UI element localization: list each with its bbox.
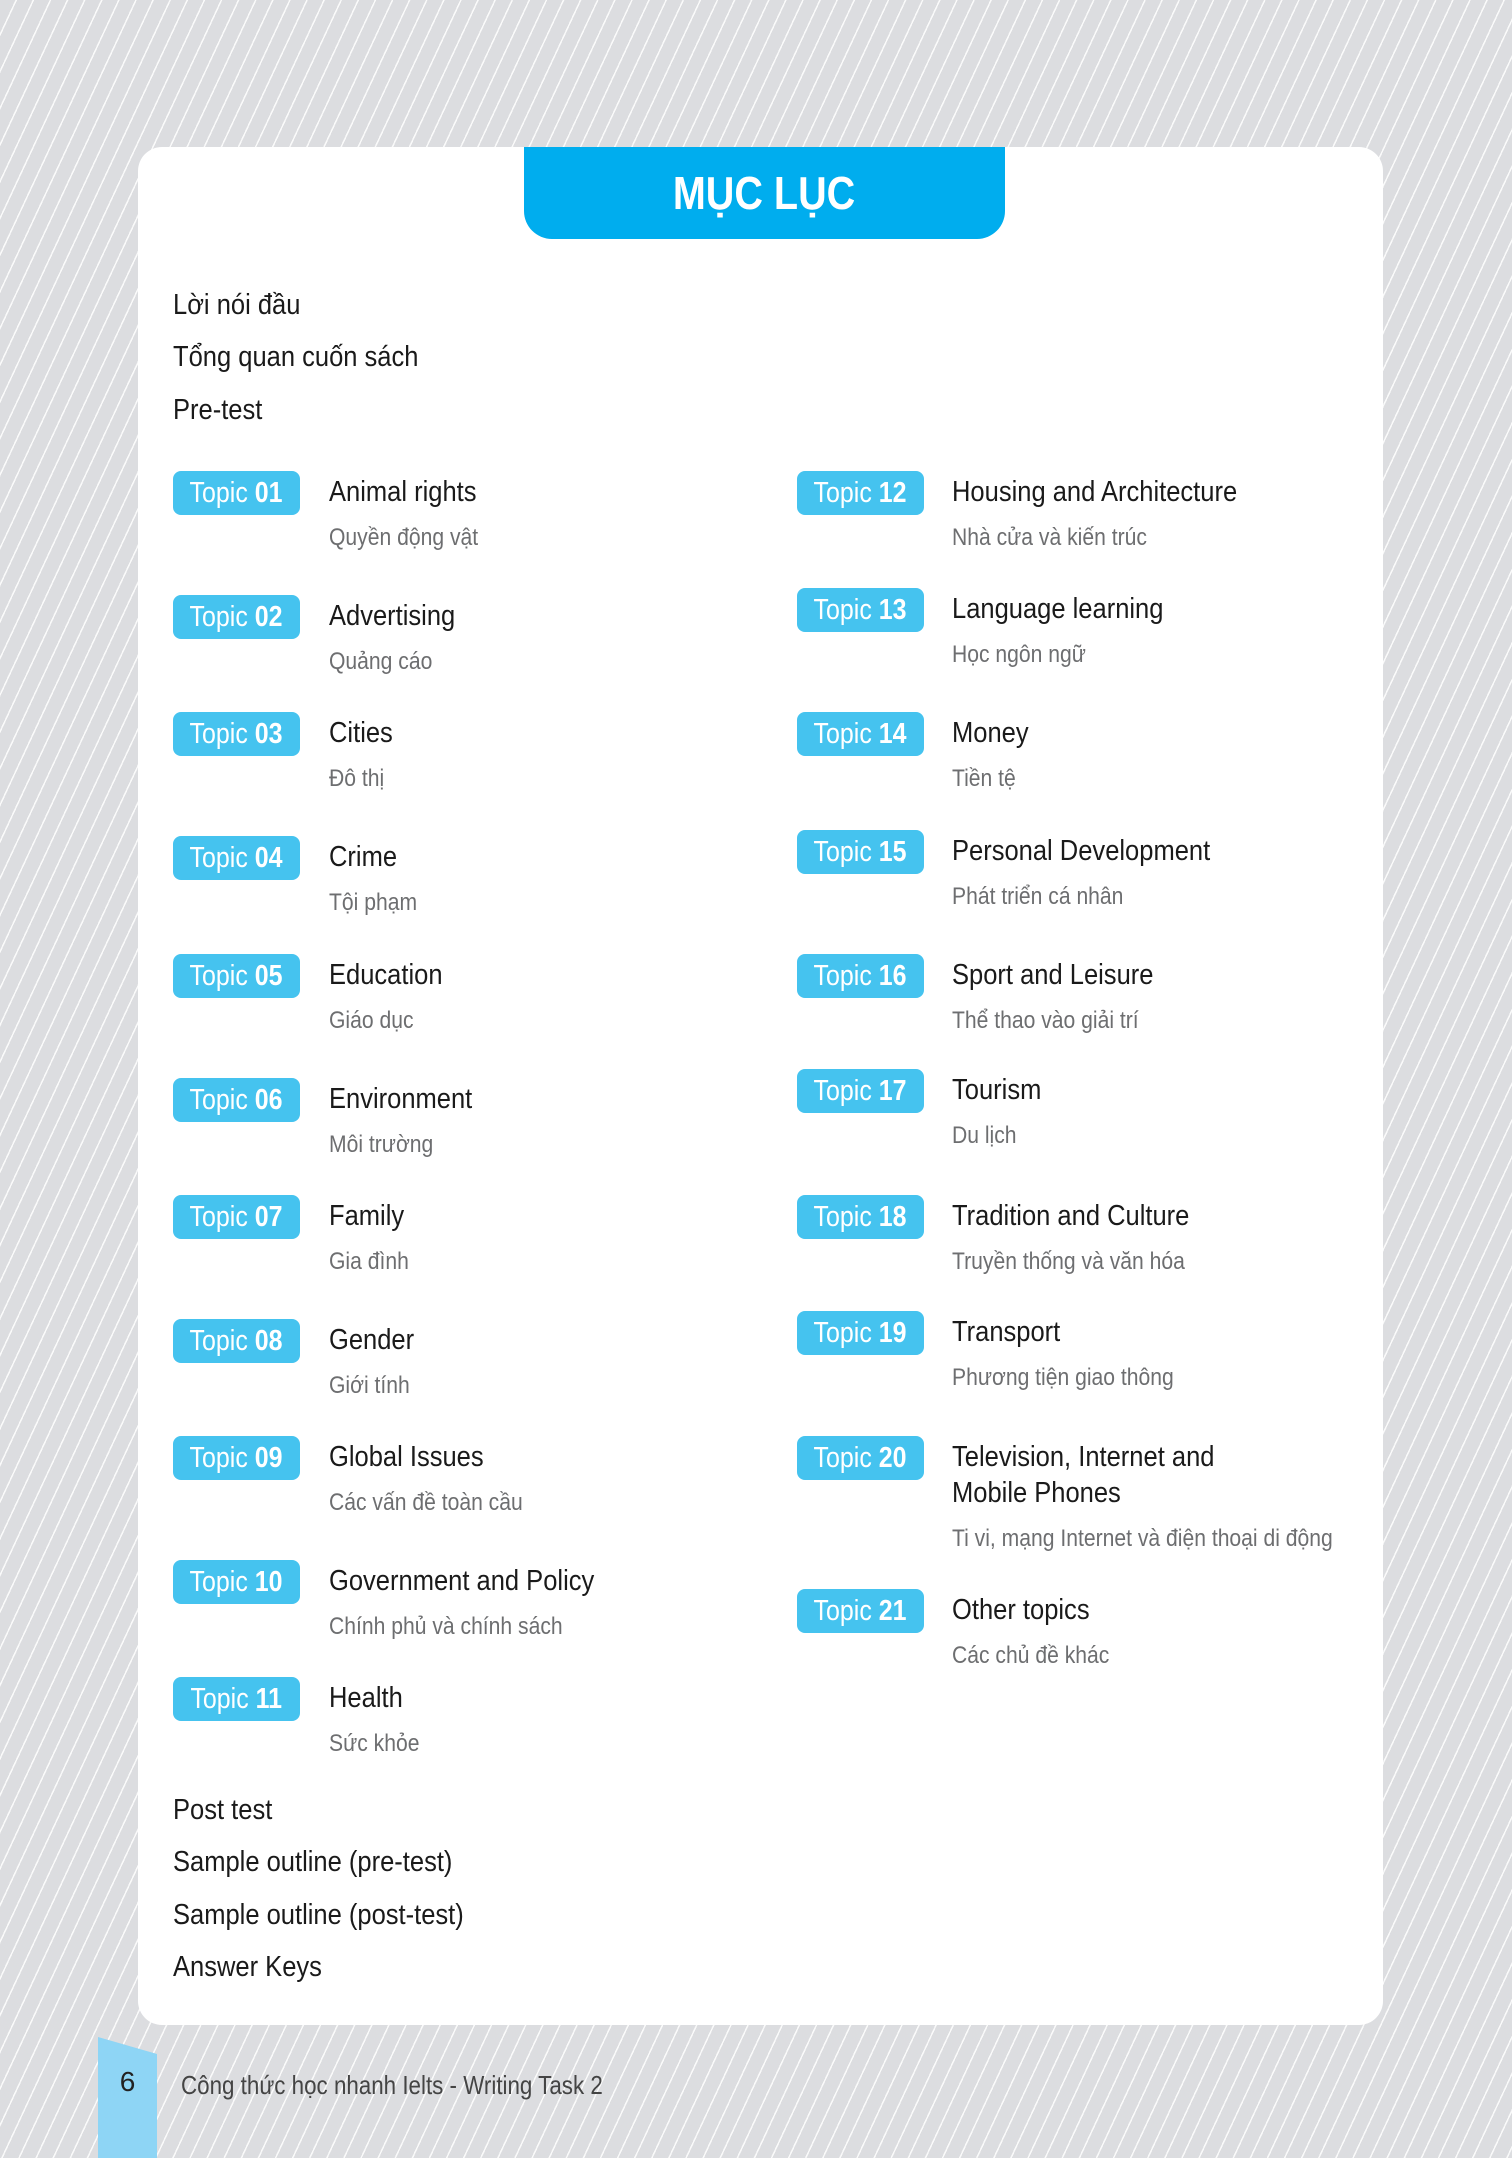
topic-subtitle: Các chủ đề khác (952, 1642, 1110, 1669)
page-title-text: MỤC LỤC (673, 167, 856, 219)
topic-badge-label (190, 1084, 283, 1117)
topic-prefix: Topic (814, 717, 873, 750)
topic-title: Advertising (329, 600, 456, 632)
topic-number: 17 (879, 1074, 907, 1107)
topic-badge (797, 471, 924, 515)
topic-title: Language learning (952, 593, 1164, 625)
topic-badge-label (190, 960, 283, 993)
footer-page-number: 6 (119, 2066, 136, 2097)
topic-subtitle: Giáo dục (329, 1007, 414, 1034)
topic-title: Health (329, 1682, 403, 1714)
topic-subtitle: Sức khỏe (329, 1730, 420, 1757)
topic-title: Other topics (952, 1594, 1090, 1626)
topic-badge (173, 1319, 300, 1363)
topic-number: 08 (255, 1324, 283, 1357)
topic-badge (797, 588, 924, 632)
topic-number: 06 (255, 1083, 283, 1116)
topic-badge (173, 712, 300, 756)
topic-number: 19 (879, 1316, 907, 1349)
topic-title: Environment (329, 1083, 473, 1115)
topic-number: 04 (255, 841, 283, 874)
topic-badge-label (814, 1442, 907, 1475)
topic-subtitle: Ti vi, mạng Internet và điện thoại di động (952, 1525, 1333, 1552)
topic-badge (797, 1436, 924, 1480)
topic-prefix: Topic (814, 593, 873, 626)
topic-number: 11 (255, 1682, 283, 1715)
entry-title: Tổng quan cuốn sách (173, 341, 419, 373)
topic-prefix: Topic (814, 1200, 873, 1233)
topic-badge-label (190, 1566, 283, 1599)
topic-number: 14 (879, 717, 907, 750)
topic-subtitle: Các vấn đề toàn cầu (329, 1489, 523, 1516)
topic-title: Personal Development (952, 835, 1211, 867)
topic-badge (797, 954, 924, 998)
topic-badge-label (814, 1595, 907, 1628)
topic-prefix: Topic (814, 476, 873, 509)
topic-badge-label (190, 842, 283, 875)
topic-badge-label (814, 836, 907, 869)
topic-title: Government and Policy (329, 1565, 595, 1597)
topic-title: Tourism (952, 1074, 1042, 1106)
topic-subtitle: Quảng cáo (329, 648, 433, 675)
topic-badge (797, 1195, 924, 1239)
topic-title: Crime (329, 841, 398, 873)
entry-title: Post test (173, 1794, 273, 1826)
topic-prefix: Topic (814, 1316, 873, 1349)
entry-title: Sample outline (post-test) (173, 1899, 464, 1931)
topic-badge (797, 1069, 924, 1113)
topic-title: Television, Internet and (952, 1441, 1215, 1473)
topic-subtitle: Tiền tệ (952, 765, 1016, 792)
topic-prefix: Topic (190, 600, 249, 633)
topic-number: 12 (879, 476, 907, 509)
topic-badge (173, 1195, 300, 1239)
topic-number: 03 (255, 717, 283, 750)
topic-title: Cities (329, 717, 393, 749)
topic-badge-label (814, 718, 907, 751)
topic-subtitle: Phát triển cá nhân (952, 883, 1124, 910)
topic-subtitle: Truyền thống và văn hóa (952, 1248, 1185, 1275)
topic-badge-label (190, 601, 283, 634)
toc-card (138, 147, 1383, 2025)
topic-subtitle: Gia đình (329, 1248, 409, 1275)
topic-prefix: Topic (190, 1200, 249, 1233)
topic-badge-label (814, 960, 907, 993)
topic-prefix: Topic (190, 1565, 249, 1598)
topic-subtitle: Giới tính (329, 1372, 410, 1399)
topic-badge (797, 1311, 924, 1355)
topic-badge (173, 836, 300, 880)
topic-title: Tradition and Culture (952, 1200, 1190, 1232)
topic-badge (173, 1677, 300, 1721)
topic-badge (797, 712, 924, 756)
topic-prefix: Topic (814, 959, 873, 992)
topic-badge (173, 1560, 300, 1604)
topic-badge (797, 1589, 924, 1633)
topic-number: 05 (255, 959, 283, 992)
topic-badge-label (190, 1201, 283, 1234)
topic-number: 13 (879, 593, 907, 626)
topic-title: Family (329, 1200, 405, 1232)
topic-prefix: Topic (190, 476, 249, 509)
topic-prefix: Topic (814, 835, 873, 868)
topic-prefix: Topic (190, 1083, 249, 1116)
topic-badge-label (190, 477, 283, 510)
topic-badge-label (814, 1201, 907, 1234)
topic-badge-label (814, 1317, 907, 1350)
topic-number: 02 (255, 600, 283, 633)
topic-badge-label (190, 1442, 283, 1475)
page-title (524, 147, 1005, 239)
topic-title: Transport (952, 1316, 1061, 1348)
topic-title: Animal rights (329, 476, 477, 508)
topic-badge-label (814, 477, 907, 510)
topic-title-line2: Mobile Phones (952, 1477, 1121, 1509)
topic-subtitle: Du lịch (952, 1122, 1017, 1149)
topic-number: 20 (879, 1441, 907, 1474)
topic-prefix: Topic (190, 959, 249, 992)
topic-subtitle: Quyền động vật (329, 524, 479, 551)
topic-title: Sport and Leisure (952, 959, 1154, 991)
topic-subtitle: Phương tiện giao thông (952, 1364, 1174, 1391)
topic-prefix: Topic (190, 1441, 249, 1474)
topic-prefix: Topic (190, 1324, 249, 1357)
topic-title: Money (952, 717, 1029, 749)
topic-number: 15 (879, 835, 907, 868)
topic-title: Gender (329, 1324, 415, 1356)
topic-number: 09 (255, 1441, 283, 1474)
topic-badge (797, 830, 924, 874)
topic-badge (173, 1436, 300, 1480)
topic-prefix: Topic (814, 1441, 873, 1474)
topic-subtitle: Môi trường (329, 1131, 434, 1158)
topic-badge (173, 954, 300, 998)
topic-badge (173, 471, 300, 515)
topic-number: 07 (255, 1200, 283, 1233)
entry-title: Sample outline (pre-test) (173, 1846, 453, 1878)
entry-title: Pre-test (173, 394, 263, 426)
topic-badge-label (190, 718, 283, 751)
topic-badge-label (814, 1075, 907, 1108)
topic-title: Education (329, 959, 443, 991)
topic-prefix: Topic (814, 1074, 873, 1107)
topic-prefix: Topic (190, 1682, 249, 1715)
topic-prefix: Topic (814, 1594, 873, 1627)
topic-subtitle: Học ngôn ngữ (952, 641, 1086, 668)
topic-number: 18 (879, 1200, 907, 1233)
topic-prefix: Topic (190, 841, 249, 874)
topic-badge-label (814, 594, 907, 627)
topic-number: 21 (879, 1594, 907, 1627)
topic-badge-label (191, 1683, 283, 1716)
entry-title: Lời nói đầu (173, 289, 301, 321)
entry-title: Answer Keys (173, 1951, 322, 1983)
topic-badge (173, 1078, 300, 1122)
topic-badge-label (190, 1325, 283, 1358)
footer-page-tab (98, 2037, 157, 2158)
topic-title: Global Issues (329, 1441, 484, 1473)
topic-subtitle: Đô thị (329, 765, 385, 792)
topic-subtitle: Chính phủ và chính sách (329, 1613, 563, 1640)
topic-number: 16 (879, 959, 907, 992)
topic-number: 01 (255, 476, 283, 509)
topic-prefix: Topic (190, 717, 249, 750)
topic-badge (173, 595, 300, 639)
topic-subtitle: Tội phạm (329, 889, 418, 916)
footer-book-title: Công thức học nhanh Ielts - Writing Task 2 (181, 2070, 603, 2100)
topic-number: 10 (255, 1565, 283, 1598)
topic-title: Housing and Architecture (952, 476, 1238, 508)
topic-subtitle: Thể thao vào giải trí (952, 1007, 1139, 1034)
topic-subtitle: Nhà cửa và kiến trúc (952, 524, 1147, 551)
